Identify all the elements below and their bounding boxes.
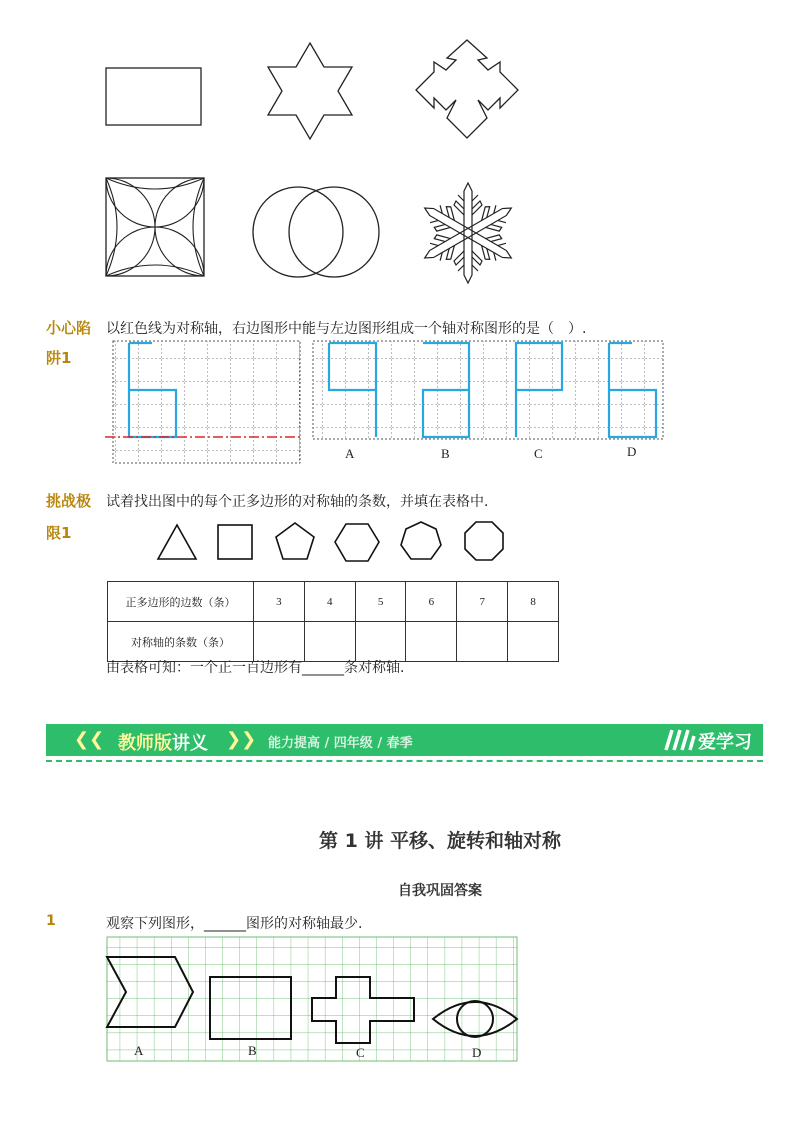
polygon-table — [107, 581, 559, 662]
shape-arrow-cross — [416, 40, 518, 138]
lecture-title: 第 1 讲 平移、旋转和轴对称 — [318, 830, 562, 852]
challenge-label-2: 限1 — [46, 524, 72, 542]
option-d-label: D — [627, 444, 637, 459]
logo-text: 爱学习 — [698, 732, 752, 753]
sides-cell: 7 — [457, 582, 508, 622]
table-row — [108, 582, 559, 622]
triangle-shape — [158, 525, 196, 559]
table-row — [108, 622, 559, 662]
teacher-banner — [46, 724, 763, 756]
shape-circle-right — [289, 187, 379, 277]
option-b-label: B — [441, 446, 450, 461]
axes-answer-cell[interactable] — [457, 622, 508, 662]
shape-snowflake — [418, 183, 519, 283]
hexagon-shape — [335, 524, 379, 561]
sides-cell: 6 — [406, 582, 457, 622]
shape-star — [268, 43, 352, 139]
q1-question: 观察下列图形，______图形的对称轴最少. — [106, 916, 363, 932]
axes-answer-cell[interactable] — [355, 622, 406, 662]
sides-cell: 3 — [254, 582, 305, 622]
axes-answer-cell[interactable] — [304, 622, 355, 662]
section-title: 自我巩固答案 — [398, 883, 482, 899]
trap-question: 以红色线为对称轴，右边图形中能与左边图形组成一个轴对称图形的是（ ）. — [106, 321, 587, 337]
figure-c-label: C — [356, 1045, 365, 1060]
chevron-right-icon: ❯❯ — [226, 729, 257, 750]
banner-subtitle: 能力提高 / 四年级 / 春季 — [268, 736, 413, 751]
challenge-question: 试着找出图中的每个正多边形的对称轴的条数，并填在表格中. — [106, 494, 489, 510]
challenge-label-1: 挑战极 — [46, 492, 92, 510]
q1-figure-grid — [0, 930, 800, 1070]
heptagon-shape — [401, 522, 441, 559]
figure-a-label: A — [134, 1043, 144, 1058]
trap-grids — [0, 335, 800, 470]
axes-answer-cell[interactable] — [254, 622, 305, 662]
trap-label-2: 阱1 — [46, 349, 72, 367]
row1-header: 正多边形的边数（条） — [108, 582, 254, 622]
sides-cell: 8 — [508, 582, 559, 622]
figure-b-label: B — [248, 1043, 257, 1058]
shape-rectangle — [106, 68, 201, 125]
option-c-label: C — [534, 446, 543, 461]
shape-circle-left — [253, 187, 343, 277]
axes-answer-cell[interactable] — [406, 622, 457, 662]
pentagon-shape — [276, 523, 314, 559]
sides-cell: 5 — [355, 582, 406, 622]
trap-left-grid — [113, 341, 300, 463]
banner-title: 教师版讲义 — [118, 733, 208, 754]
axes-answer-cell[interactable] — [508, 622, 559, 662]
chevron-left-icon: ❮❮ — [74, 729, 105, 750]
option-a-label: A — [345, 446, 355, 461]
polygon-row — [0, 515, 800, 575]
challenge-conclusion: 由表格可知：一个正一百边形有______条对称轴. — [106, 660, 405, 676]
sides-cell: 4 — [304, 582, 355, 622]
question-number: 1 — [46, 913, 56, 929]
row2-header: 对称轴的条数（条） — [108, 622, 254, 662]
top-shapes — [0, 0, 800, 300]
banner-divider — [46, 760, 763, 762]
octagon-shape — [465, 522, 503, 560]
trap-label-1: 小心陷 — [46, 319, 92, 337]
logo-icon — [664, 728, 696, 752]
square-shape — [218, 525, 252, 559]
figure-d-label: D — [472, 1045, 482, 1060]
